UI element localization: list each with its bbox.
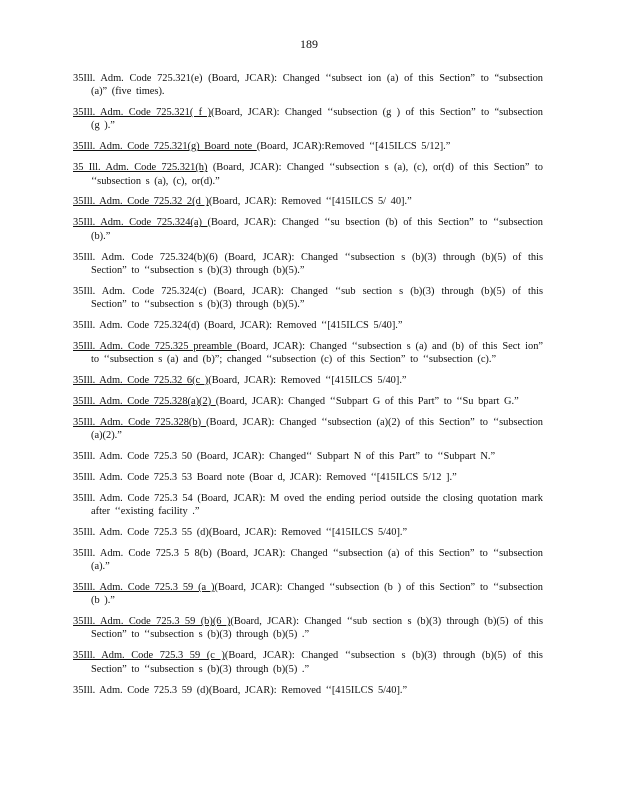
amendment-entry xyxy=(73,106,543,133)
page-number: 189 xyxy=(300,37,318,51)
amendment-entry xyxy=(73,416,543,443)
amendment-entry xyxy=(73,526,543,539)
amendment-entry xyxy=(73,492,543,519)
entry-citation: 35Ill. Adm. Code 725.324(a) xyxy=(73,217,208,229)
entry-description: (Board, JCAR): M oved the ending period outside the closing quotation mark after ‘‘existing facility .” xyxy=(91,492,543,518)
entry-citation: 35Ill. Adm. Code 725.32 2(d ) xyxy=(73,196,209,208)
amendment-entry xyxy=(73,216,543,243)
amendment-entry xyxy=(73,195,543,208)
amendment-entry xyxy=(73,581,543,608)
entry-citation: 35Ill. Adm. Code 725.321( f ) xyxy=(73,107,211,119)
entry-description: (Board, JCAR): Changed ‘‘subsection s (a) and (b) of this Sect ion” to ‘‘subsection s (a) and (b)”; changed ‘‘subsection (c) of this Section” to ‘‘subsection (c).” xyxy=(91,340,543,366)
amendment-entry xyxy=(73,251,543,278)
entry-description: (Board, JCAR): Removed ‘‘[415ILCS 5/40].” xyxy=(208,374,407,386)
amendment-entry xyxy=(73,285,543,312)
entry-description: (Board, JCAR): Changed ‘‘subsection s (a), (c), or(d) of this Section” to ‘‘subsection s (a), (c), or(d).” xyxy=(91,162,543,187)
entry-description: (Board, JCAR): Changed ‘‘subsection s (b)(3) through (b)(5) of this Section” to ‘‘subsection s (b)(3) through (b)(5) .” xyxy=(91,650,543,675)
entry-description: (Board, JCAR): Removed ‘‘[415ILCS 5/ 40].” xyxy=(208,196,412,208)
amendment-entry xyxy=(73,547,543,574)
entry-citation: 35Ill. Adm. Code 725.321(e) xyxy=(73,73,203,84)
amendment-entry xyxy=(73,450,543,463)
amendment-entry xyxy=(73,649,543,676)
entry-citation: 35Ill. Adm. Code 725.3 5 8(b) xyxy=(73,547,212,559)
entry-description: (Board, JCAR): Changed ‘‘subsection (a)(2) of this Section” to ‘‘subsection (a)(2).” xyxy=(91,416,543,442)
entry-citation: 35Ill. Adm. Code 725.328(b) xyxy=(73,416,207,428)
amendment-entry xyxy=(73,340,543,367)
amendment-list xyxy=(73,72,543,704)
entry-description: (Board, JCAR): Changed ‘‘subsection s (b)(3) through (b)(5) of this Section” to ‘‘subsection s (b)(3) through (b)(5).” xyxy=(91,251,543,276)
entry-citation: 35 Ill. Adm. Code 725.321(h) xyxy=(73,162,208,174)
amendment-entry xyxy=(73,140,543,153)
amendment-entry xyxy=(73,684,543,697)
entry-citation: 35Ill. Adm. Code 725.3 53 Board note xyxy=(73,471,245,483)
entry-description: (Board, JCAR): Changed ‘‘Subpart G of this Part” to ‘‘Su bpart G.” xyxy=(215,395,519,407)
amendment-entry xyxy=(73,161,543,188)
entry-citation: 35Ill. Adm. Code 725.32 6(c ) xyxy=(73,374,209,386)
entry-citation: 35Ill. Adm. Code 725.324(b)(6) xyxy=(73,251,218,263)
amendment-entry xyxy=(73,395,543,408)
amendment-entry xyxy=(73,72,543,99)
entry-description: (Board, JCAR): Changed ‘‘su bsection (b) of this Section” to ‘‘subsection (b).” xyxy=(91,217,543,242)
entry-citation: 35Ill. Adm. Code 725.3 59 (b)(6 ) xyxy=(73,616,231,628)
entry-citation: 35Ill. Adm. Code 725.3 59 (c ) xyxy=(73,650,225,662)
entry-description: (Boar d, JCAR): Removed ‘‘[415ILCS 5/12 ].” xyxy=(244,471,457,483)
entry-citation: 35Ill. Adm. Code 725.3 59 (a ) xyxy=(73,582,215,593)
entry-citation: 35Ill. Adm. Code 725.3 54 xyxy=(73,492,193,504)
entry-description: (Board, JCAR): Removed ‘‘[415ILCS 5/40].” xyxy=(199,319,403,331)
entry-citation: 35Ill. Adm. Code 725.321(g) Board note xyxy=(73,141,257,153)
entry-description: (Board, JCAR): Changed ‘‘subsection (g ) of this Section” to “subsection (g ).” xyxy=(91,107,543,132)
entry-citation: 35Ill. Adm. Code 725.325 preamble xyxy=(73,340,237,352)
entry-description: (Board, JCAR): Changed ‘‘subsection (b ) of this Section” to ‘‘subsection (b ).” xyxy=(91,582,543,607)
amendment-entry xyxy=(73,471,543,484)
entry-description: (Board, JCAR): Changed ‘‘subsect ion (a) of this Section” to “subsection (a)” (five times). xyxy=(91,73,543,98)
entry-description: (Board, JCAR): Changed ‘‘subsection (a) of this Section” to ‘‘subsection (a).” xyxy=(91,547,543,573)
amendment-entry xyxy=(73,319,543,332)
entry-description: (Board, JCAR): Removed ‘‘[415ILCS 5/40].” xyxy=(208,684,408,696)
entry-citation: 35Ill. Adm. Code 725.324(c) xyxy=(73,285,207,297)
entry-citation: 35Ill. Adm. Code 725.3 55 (d) xyxy=(73,526,209,538)
entry-citation: 35Ill. Adm. Code 725.3 50 xyxy=(73,450,193,462)
entry-description: (Board, JCAR): Changed ‘‘sub section s (b)(3) through (b)(5) of this Section” to ‘‘subsection s (b)(3) through (b)(5) .” xyxy=(91,616,543,641)
entry-citation: 35Ill. Adm. Code 725.324(d) xyxy=(73,319,200,331)
entry-description: (Board, JCAR): Removed ‘‘[415ILCS 5/40].” xyxy=(208,526,408,538)
entry-description: (Board, JCAR): Changed ‘‘sub section s (b)(3) through (b)(5) of this Section” to ‘‘subsection s (b)(3) through (b)(5).” xyxy=(91,285,543,311)
entry-citation: 35Ill. Adm. Code 725.328(a)(2) xyxy=(73,395,216,407)
entry-description: (Board, JCAR):Removed ‘‘[415ILCS 5/12].” xyxy=(256,141,451,153)
entry-citation: 35Ill. Adm. Code 725.3 59 (d) xyxy=(73,684,209,696)
amendment-entry xyxy=(73,374,543,387)
entry-description: (Board, JCAR): Changed‘‘ Subpart N of this Part” to ‘‘Subpart N.” xyxy=(192,450,496,462)
amendment-entry xyxy=(73,615,543,642)
